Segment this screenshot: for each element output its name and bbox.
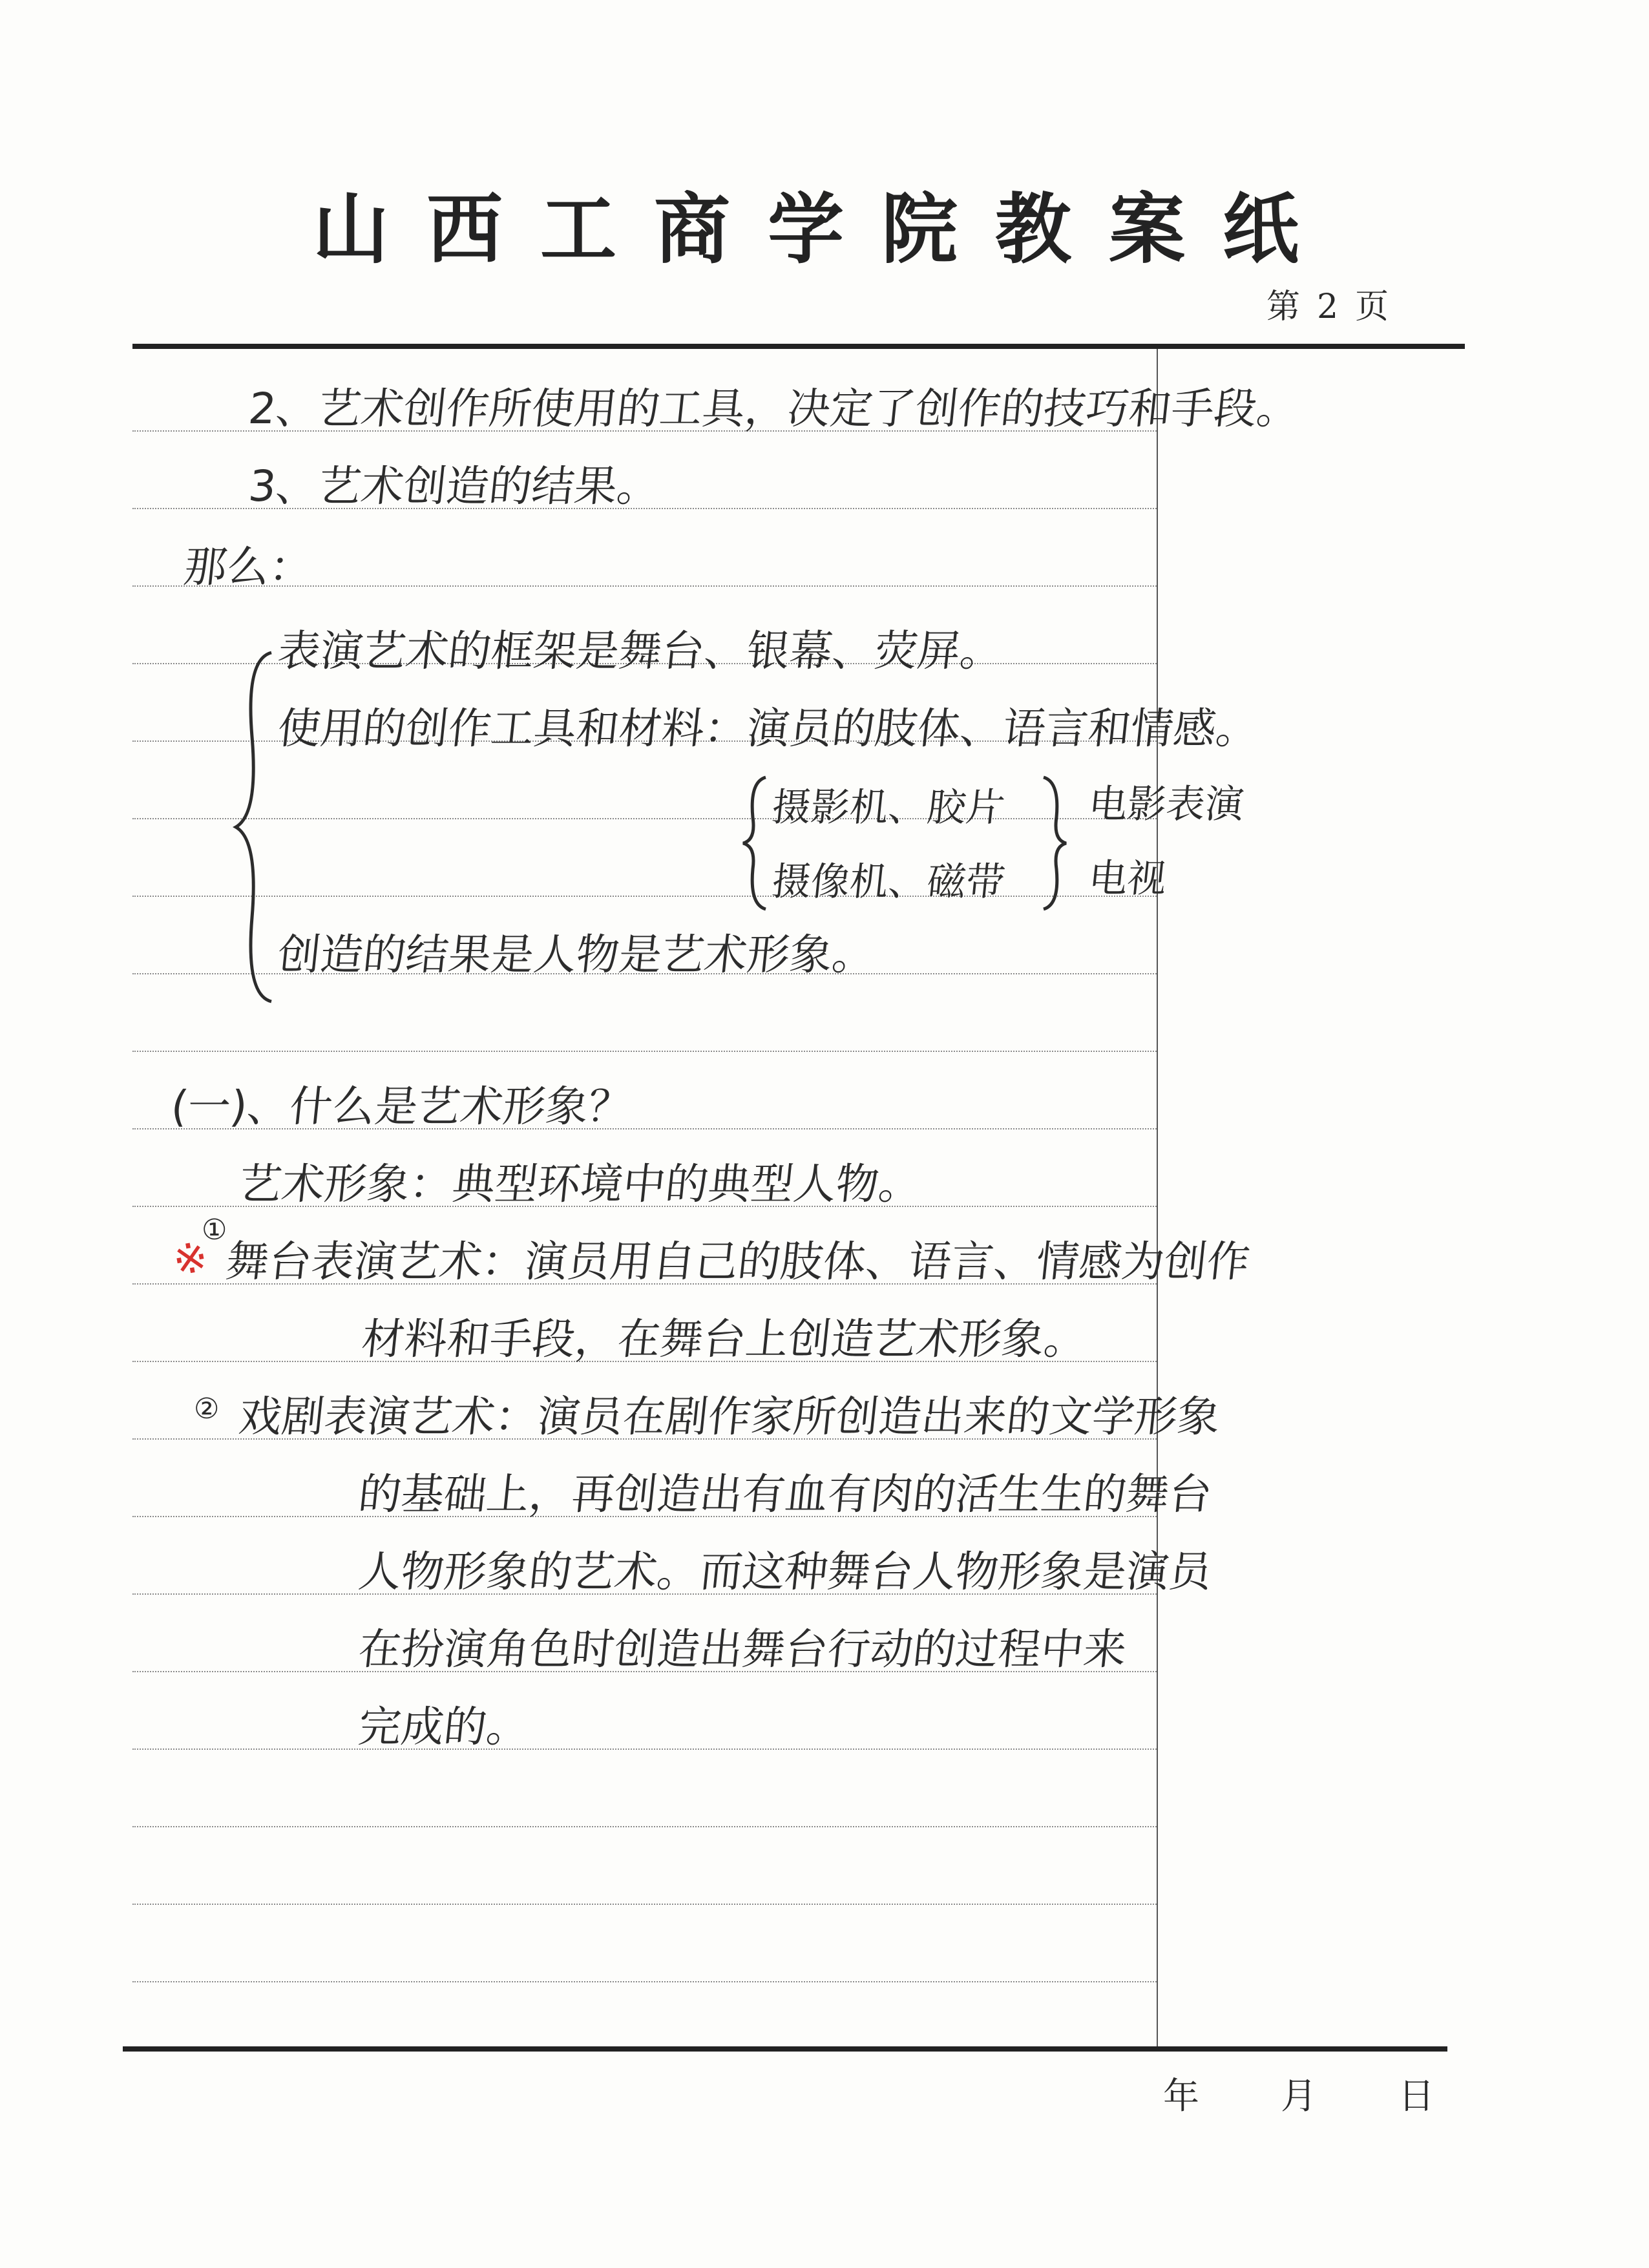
handwritten-line: 摄像机、磁带	[770, 859, 1007, 905]
handwritten-line: 材料和手段，在舞台上创造艺术形象。	[359, 1314, 1090, 1364]
handwritten-line: 电视	[1086, 856, 1169, 901]
year-label: 年	[1163, 2075, 1199, 2117]
handwritten-line: 电影表演	[1086, 782, 1246, 827]
ruled-line	[132, 1748, 1157, 1750]
handwritten-line: 2、艺术创作所使用的工具，决定了创作的技巧和手段。	[246, 384, 1303, 434]
item-number: ②	[194, 1392, 220, 1425]
handwritten-line: 戏剧表演艺术：演员在剧作家所创造出来的文学形象	[236, 1392, 1223, 1442]
inner-brace-right	[1037, 772, 1069, 914]
inner-brace-left	[740, 772, 772, 914]
date-row	[1163, 2071, 1434, 2123]
page-title: 山西工商学院教案纸	[312, 184, 1336, 274]
handwritten-line: 那么：	[182, 542, 315, 592]
bottom-rule	[123, 2046, 1447, 2052]
handwritten-line: 表演艺术的框架是舞台、银幕、荧屏。	[275, 626, 1006, 676]
handwritten-line: 艺术形象：典型环境中的典型人物。	[236, 1159, 925, 1209]
ruled-line	[132, 1051, 1157, 1052]
top-rule	[132, 344, 1465, 349]
handwritten-line: 舞台表演艺术：演员用自己的肢体、语言、情感为创作	[224, 1237, 1253, 1286]
handwritten-line: 创造的结果是人物是艺术形象。	[275, 930, 878, 980]
page-number: 2	[1317, 288, 1339, 326]
handwritten-line: 完成的。	[356, 1702, 532, 1752]
day-label: 日	[1398, 2075, 1434, 2117]
handwritten-line: 人物形象的艺术。而这种舞台人物形象是演员	[356, 1547, 1215, 1597]
handwritten-line: 的基础上，再创造出有血有肉的活生生的舞台	[356, 1469, 1215, 1519]
left-brace	[233, 646, 284, 1008]
handwritten-line: (一)、什么是艺术形象？	[169, 1082, 634, 1131]
handwritten-line: 在扮演角色时创造出舞台行动的过程中来	[356, 1624, 1129, 1674]
margin-line	[1157, 349, 1158, 2046]
handwritten-line: 摄影机、胶片	[770, 785, 1007, 830]
page-suffix: 页	[1355, 288, 1389, 326]
handwritten-line: 使用的创作工具和材料：演员的肢体、语言和情感。	[275, 704, 1262, 753]
red-star-mark: ※	[169, 1232, 212, 1286]
item-number: ①	[202, 1213, 227, 1246]
ruled-line	[132, 1826, 1157, 1827]
page-prefix: 第	[1266, 288, 1301, 326]
page-number-label	[1266, 284, 1405, 330]
month-label: 月	[1281, 2075, 1317, 2117]
ruled-line	[132, 1981, 1157, 1982]
handwritten-line: 3、艺术创造的结果。	[246, 461, 663, 511]
ruled-line	[132, 1904, 1157, 1905]
